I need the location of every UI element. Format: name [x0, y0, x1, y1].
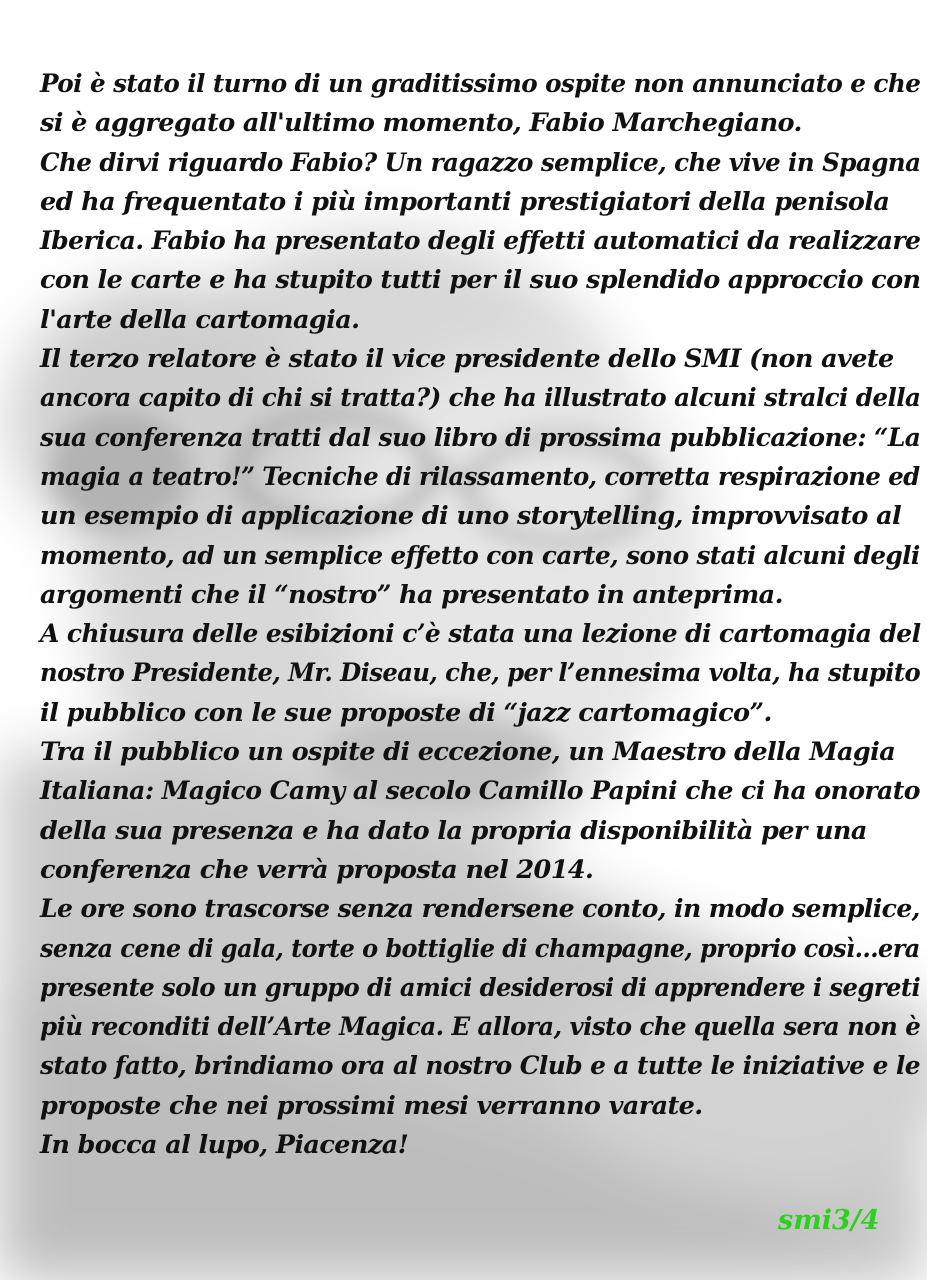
text-line: Le ore sono trascorse senza rendersene conto, in modo semplice, — [40, 894, 920, 925]
text-line: Il terzo relatore è stato il vice presidente dello SMI (non avete — [40, 344, 894, 375]
text-line: presente solo un gruppo di amici desiderosi di apprendere i segreti — [40, 972, 921, 1003]
text-line: conferenza che verrà proposta nel 2014. — [40, 854, 594, 885]
page-number: smi3/4 — [778, 1205, 880, 1236]
text-line: della sua presenza e ha dato la propria disponibilità per una — [40, 815, 867, 846]
text-line: con le carte e ha stupito tutti per il suo splendido approccio con — [40, 265, 921, 296]
text-line: l'arte della cartomagia. — [40, 304, 360, 335]
text-line: il pubblico con le sue proposte di “jazz cartomagico”. — [40, 697, 772, 728]
text-line: argomenti che il “nostro” ha presentato in anteprima. — [40, 579, 783, 610]
text-line: ed ha frequentato i più importanti prestigiatori della penisola — [40, 186, 890, 217]
text-line: senza cene di gala, torte o bottiglie di champagne, proprio così…era — [40, 933, 920, 964]
text-line: Iberica. Fabio ha presentato degli effetti automatici da realizzare — [40, 226, 921, 257]
text-line: ancora capito di chi si tratta?) che ha illustrato alcuni stralci della — [40, 383, 921, 414]
text-line: Italiana: Magico Camy al secolo Camillo Papini che ci ha onorato — [40, 776, 920, 807]
text-line: si è aggregato all'ultimo momento, Fabio Marchegiano. — [40, 108, 802, 139]
text-line: In bocca al lupo, Piacenza! — [40, 1130, 409, 1161]
text-line: magia a teatro!” Tecniche di rilassamento, corretta respirazione ed — [40, 461, 920, 492]
article-text — [40, 65, 920, 1165]
text-line: nostro Presidente, Mr. Diseau, che, per l’ennesima volta, ha stupito — [40, 658, 921, 689]
text-line: Poi è stato il turno di un graditissimo ospite non annunciato e che — [40, 69, 921, 99]
text-line: Che dirvi riguardo Fabio? Un ragazzo semplice, che vive in Spagna — [40, 147, 921, 178]
text-line: A chiusura delle esibizioni c’è stata una lezione di cartomagia del — [40, 619, 921, 650]
text-line: più reconditi dell’Arte Magica. E allora, visto che quella sera non è — [40, 1012, 921, 1043]
text-line: momento, ad un semplice effetto con carte, sono stati alcuni degli — [40, 540, 920, 571]
text-line: proposte che nei prossimi mesi verranno varate. — [40, 1090, 703, 1121]
text-line: sua conferenza tratti dal suo libro di prossima pubblicazione: “La — [40, 422, 921, 453]
text-line: un esempio di applicazione di uno storytelling, improvvisato al — [40, 501, 902, 532]
text-line: stato fatto, brindiamo ora al nostro Club e a tutte le iniziative e le — [40, 1051, 920, 1082]
text-line: Tra il pubblico un ospite di eccezione, un Maestro della Magia — [40, 737, 896, 768]
